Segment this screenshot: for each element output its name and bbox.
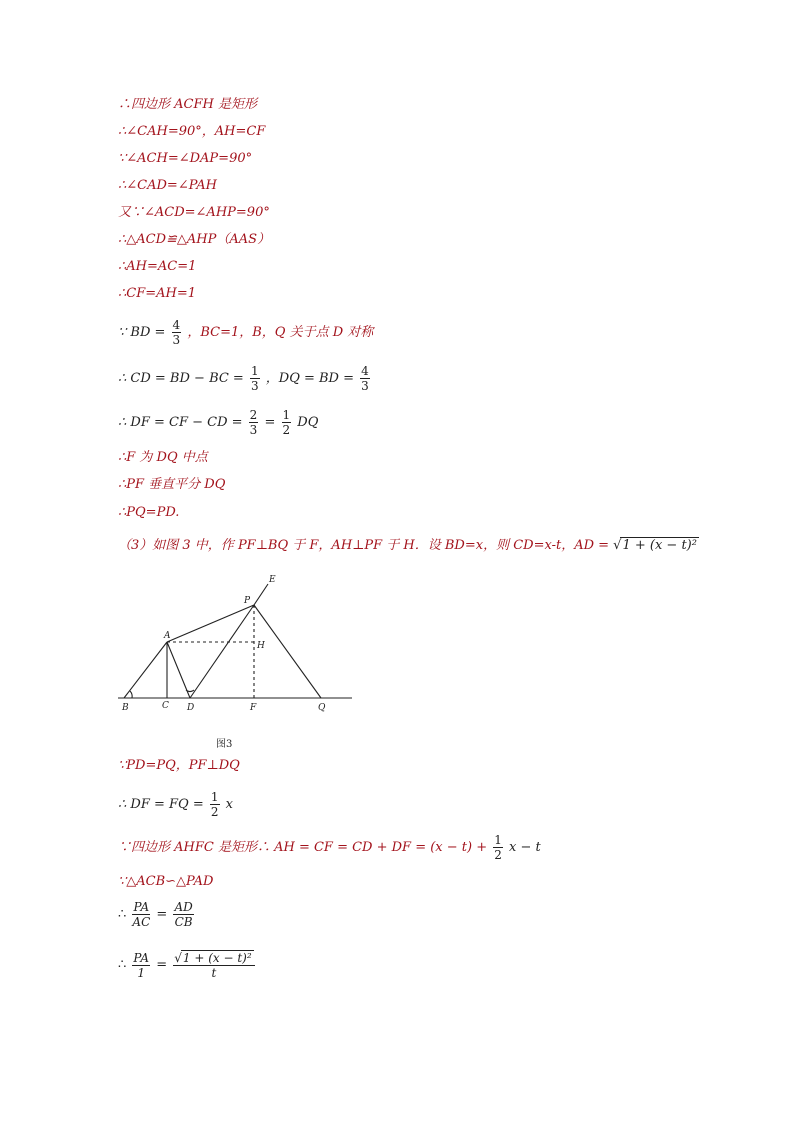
line-9: ∵ BD = $\frac{4}{3}$ ，BC=1，B，Q 关于点 D 对称 xyxy=(118,318,374,347)
line-2: ∴∠CAH=90°，AH=CF xyxy=(118,124,266,139)
label-e: E xyxy=(269,575,276,585)
line-20: ∴ $\frac{PA}{AC}$ = $\frac{AD}{CB}$ xyxy=(118,900,193,929)
line-16: ∵PD=PQ，PF⊥DQ xyxy=(118,758,240,773)
label-q: Q xyxy=(318,703,326,713)
label-a: A xyxy=(164,631,171,641)
label-p: P xyxy=(244,596,251,606)
figure-caption: 图3 xyxy=(216,739,233,750)
line-8: ∴CF=AH=1 xyxy=(118,286,197,301)
ray-pe xyxy=(254,584,268,605)
line-12: ∴F 为 DQ 中点 xyxy=(118,450,208,465)
segment-ba xyxy=(124,642,167,698)
label-c: C xyxy=(162,701,169,711)
line-4: ∴∠CAD=∠PAH xyxy=(118,178,217,193)
segment-ad xyxy=(167,642,190,698)
line-3: ∵∠ACH=∠DAP=90° xyxy=(118,151,253,166)
label-b: B xyxy=(122,703,129,713)
line-15: （3）如图 3 中，作 PF⊥BQ 于 F，AH⊥PF 于 H．设 BD=x，则 CD=x-t，AD = √1 + (x − t)² xyxy=(118,538,697,553)
line-14: ∴PQ=PD. xyxy=(118,505,180,520)
line-18: ∵四边形 AHFC 是矩形∴ AH = CF = CD + DF = (x − t) + $\frac{1}{2}$ x − t xyxy=(118,833,541,862)
geometry-figure xyxy=(118,570,358,720)
segment-pq xyxy=(254,605,321,698)
line-10: ∴ CD = BD − BC = $\frac{1}{3}$ ，DQ = BD = $\frac{4}{3}$ xyxy=(118,364,369,393)
line-1: ∴四边形 ACFH 是矩形 xyxy=(118,97,257,112)
angle-mark-b xyxy=(130,691,132,698)
label-f: F xyxy=(250,703,257,713)
label-h: H xyxy=(257,641,265,651)
line-17: ∴ DF = FQ = $\frac{1}{2}$ x xyxy=(118,790,233,819)
label-d: D xyxy=(187,703,195,713)
line-13: ∴PF 垂直平分 DQ xyxy=(118,477,226,492)
line-7: ∴AH=AC=1 xyxy=(118,259,197,274)
line-5: 又∵∠ACD=∠AHP=90° xyxy=(118,205,270,220)
line-19: ∵△ACB∽△PAD xyxy=(118,874,214,889)
line-6: ∴△ACD≌△AHP（AAS） xyxy=(118,232,271,247)
line-11: ∴ DF = CF − CD = $\frac{2}{3}$ = $\frac{1}{2}$ DQ xyxy=(118,408,319,437)
line-21: ∴ $\frac{PA}{1}$ = $\frac{\text{√1 + (x − t)²}}{t}$ xyxy=(118,950,257,980)
